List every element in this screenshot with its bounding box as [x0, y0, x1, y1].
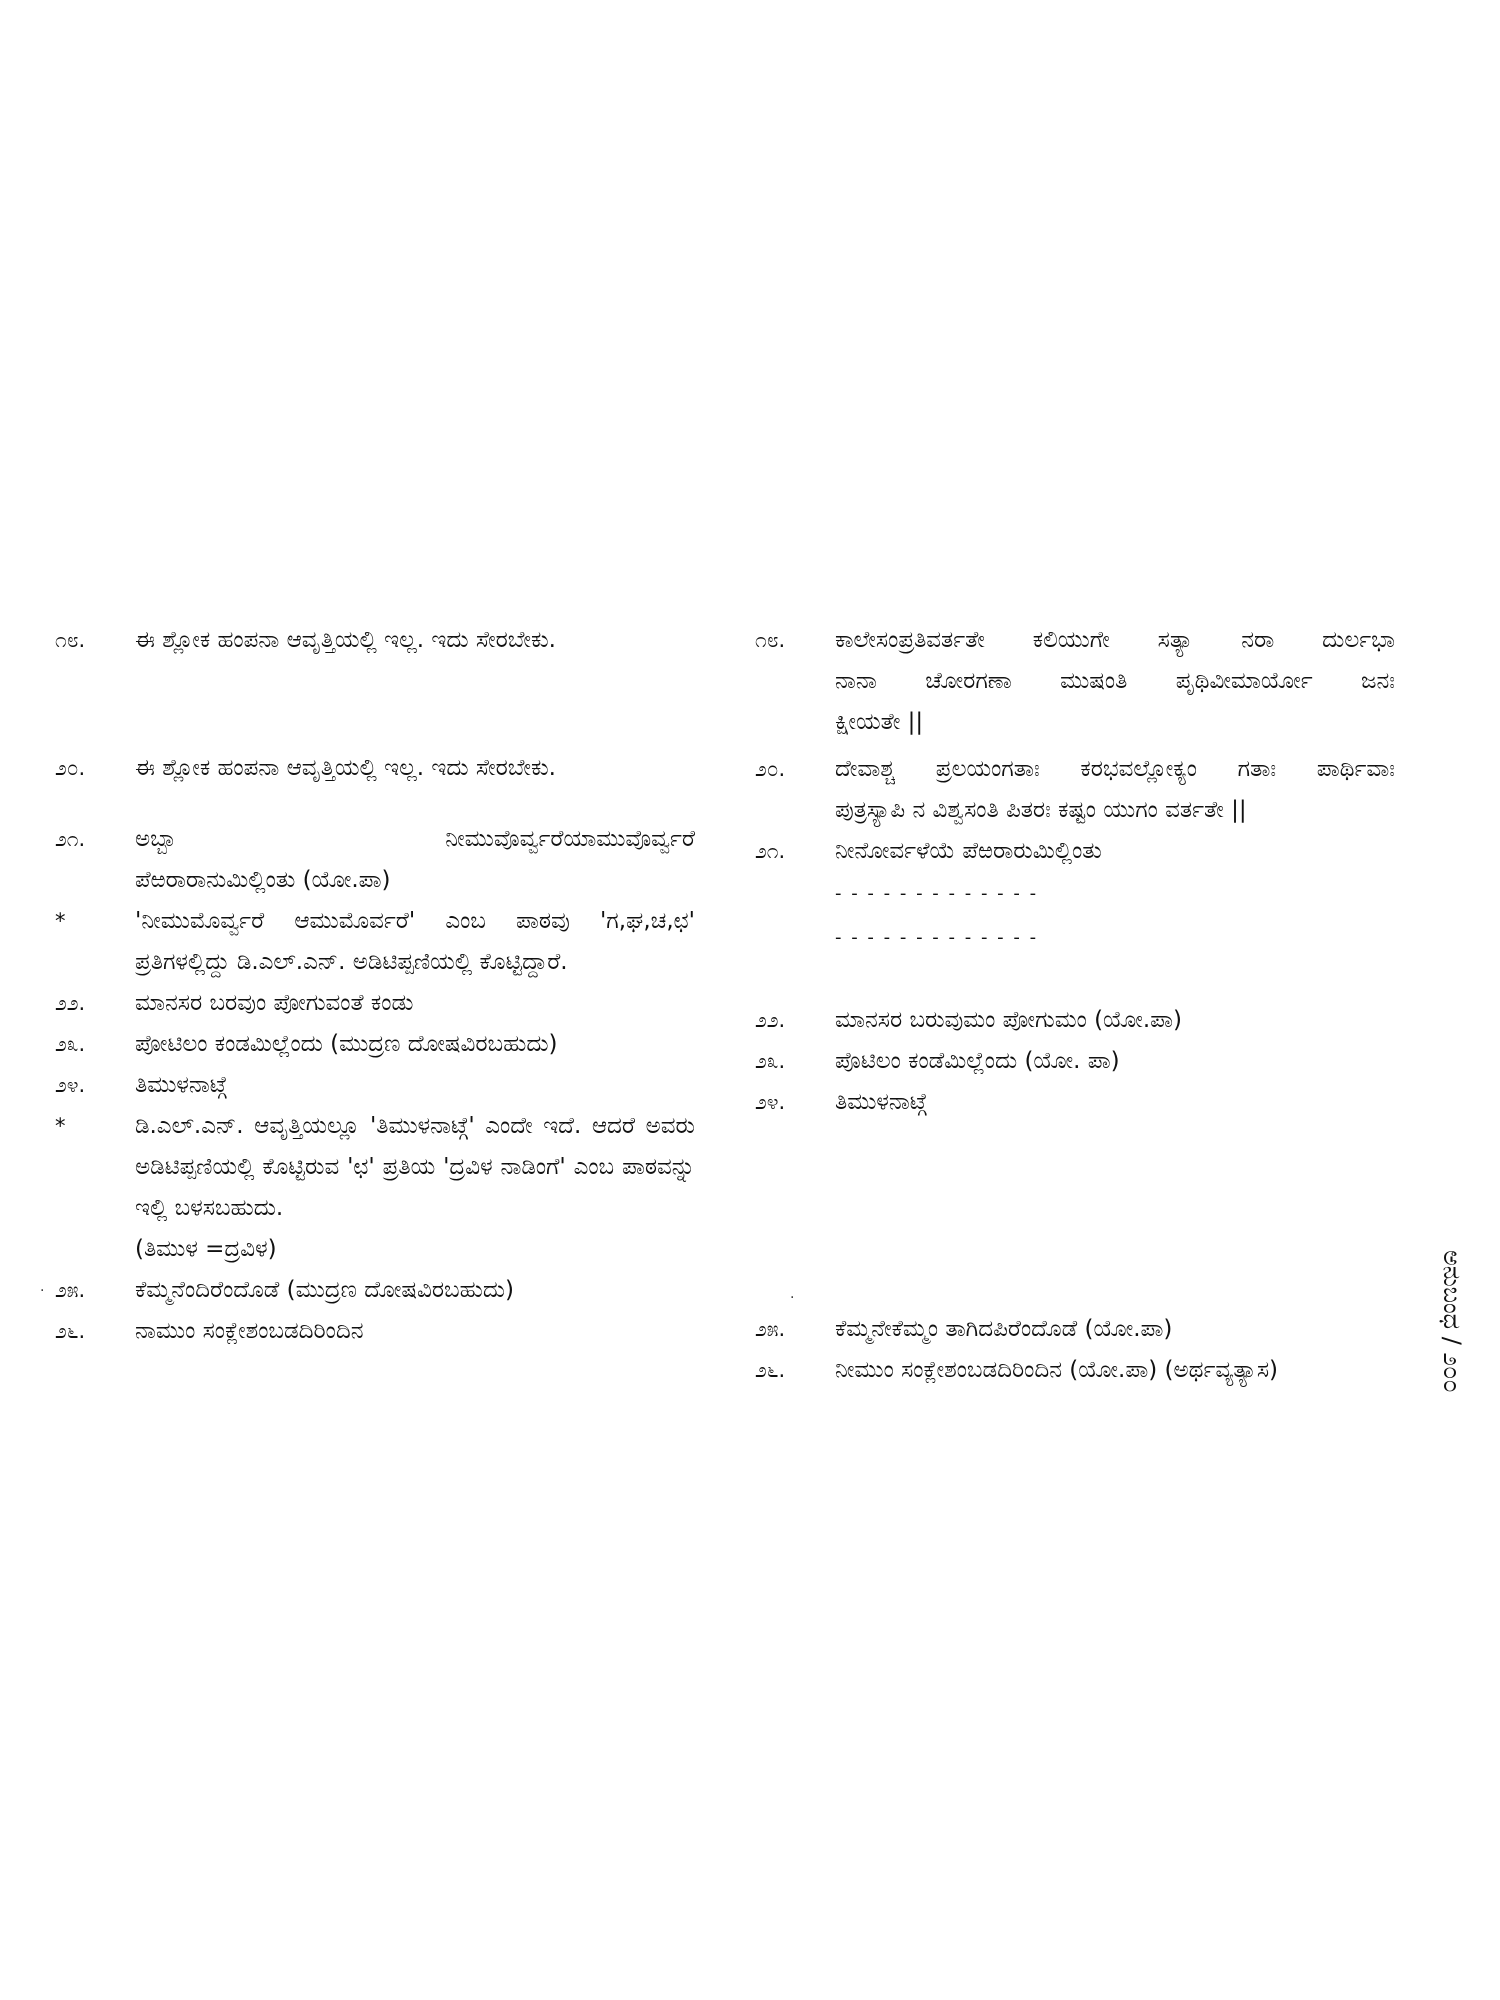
entry-text-line: ಕ್ಷೀಯತೇ || — [835, 709, 924, 735]
entry-text: ಮಾನಸರ ಬರುವುಮಂ ಪೋಗುಮಂ (ಯೋ.ಪಾ) — [835, 1007, 1182, 1033]
entry-text: ನೀನೋರ್ವಳೆಯೆ ಪೆಱರಾರುಮಿಲ್ಲಿಂತು — [835, 838, 1102, 864]
entry-number: ೨೩. — [55, 1032, 86, 1056]
right-entry-25 — [755, 1309, 1395, 1350]
entry-text: ಈ ಶ್ಲೋಕ ಹಂಪನಾ ಆವೃತ್ತಿಯಲ್ಲಿ ಇಲ್ಲ. ಇದು ಸೇರಬೇಕು. — [135, 627, 556, 653]
note-text: 'ನೀಮುಮೊರ್ವ್ವರೆ ಆಮುಮೊರ್ವರೆ' ಎಂಬ ಪಾಠವು 'ಗ,ಘ,ಚ,ಛ' ಪ್ರತಿಗಳಲ್ಲಿದ್ದು ಡಿ.ಎಲ್.ಎನ್. ಅಡಿಟಿಪ್ಪಣಿಯಲ್ಲಿ ಕೊಟ್ಟಿದ್ದಾರೆ. — [135, 908, 695, 975]
left-entry-20 — [55, 748, 695, 789]
entry-text: ಈ ಶ್ಲೋಕ ಹಂಪನಾ ಆವೃತ್ತಿಯಲ್ಲಿ ಇಲ್ಲ. ಇದು ಸೇರಬೇಕು. — [135, 755, 556, 781]
right-entry-24 — [755, 1082, 1395, 1123]
entry-number: ೧೮. — [755, 628, 786, 652]
left-entry-23 — [55, 1024, 695, 1065]
right-entry-18 — [755, 620, 1395, 743]
entry-text: ನೀಮುಂ ಸಂಕ್ಲೇಶಂಬಡದಿರಿಂದಿನ (ಯೋ.ಪಾ) (ಅರ್ಥವ್ಯತ್ಯಾಸ) — [835, 1357, 1279, 1383]
entry-number: ೨೬. — [755, 1358, 786, 1382]
right-column — [755, 620, 1395, 1391]
entry-number: ೨೧. — [755, 839, 786, 863]
entry-text-line: ಅಬ್ಬಾ ನೀಮುವೊರ್ವ್ವರೆಯಾಮುವೊರ್ವ್ವರೆ — [135, 826, 695, 852]
entry-text: ತಿಮುಳನಾಟ್ಗೆ — [135, 1072, 228, 1098]
entry-number: ೨೫. — [55, 1278, 86, 1302]
entry-number: ೨೦. — [755, 757, 786, 781]
entry-number: ೨೬. — [55, 1319, 86, 1343]
entry-text: ಕೆಮ್ಮನೇಕೆಮ್ಮಂ ತಾಗಿದಪಿರೆಂದೊಡೆ (ಯೋ.ಪಾ) — [835, 1316, 1173, 1342]
entry-number: ೨೧. — [55, 827, 86, 851]
right-entry-23 — [755, 1041, 1395, 1082]
page-footer — [1440, 1250, 1470, 1410]
left-entry-24 — [55, 1065, 695, 1106]
note-text: ಡಿ.ಎಲ್.ಎನ್. ಆವೃತ್ತಿಯಲ್ಲೂ 'ತಿಮುಳನಾಟ್ಗೆ' ಎಂದೇ ಇದೆ. ಆದರೆ ಅವರು ಅಡಿಟಿಪ್ಪಣಿಯಲ್ಲಿ ಕೊಟ್ಟಿರುವ 'ಛ' ಪ್ರತಿಯ 'ದ್ರವಿಳ ನಾಡಿಂಗೆ' ಎಂಬ ಪಾಠವನ್ನು ಇಲ್ಲಿ ಬಳಸಬಹುದು. — [135, 1113, 695, 1221]
entry-text: ಪೊಟಿಲಂ ಕಂಡೆಮಿಲ್ಲೆಂದು (ಯೋ. ಪಾ) — [835, 1048, 1120, 1074]
note-marker: * — [55, 1114, 66, 1138]
right-entry-26 — [755, 1350, 1395, 1391]
omitted-line: - - - - - - - - - - - - - — [835, 883, 1039, 904]
scan-speck: · — [40, 1283, 45, 1299]
entry-number: ೨೪. — [755, 1090, 786, 1114]
entry-text: ನಾಮುಂ ಸಂಕ್ಲೇಶಂಬಡದಿರಿಂದಿನ — [135, 1318, 364, 1344]
right-entry-21 — [755, 831, 1395, 960]
left-note-2 — [55, 1106, 695, 1270]
left-entry-22 — [55, 983, 695, 1024]
note-text-last: (ತಿಮುಳ =ದ್ರವಿಳ) — [135, 1236, 277, 1262]
omitted-line: - - - - - - - - - - - - - — [835, 927, 1039, 948]
entry-text-line: ಪೆಱರಾರಾನುಮಿಲ್ಲಿಂತು (ಯೋ.ಪಾ) — [135, 867, 391, 893]
right-entry-20 — [755, 749, 1395, 831]
entry-text: ಮಾನಸರ ಬರವುಂ ಪೋಗುವಂತೆ ಕಂಡು — [135, 990, 414, 1016]
entry-number: ೨೫. — [755, 1317, 786, 1341]
left-column — [55, 620, 695, 1352]
entry-text: ಪೋಟಿಲಂ ಕಂಡಮಿಲ್ಲೆಂದು (ಮುದ್ರಣ ದೋಷವಿರಬಹುದು) — [135, 1031, 558, 1057]
entry-text: ತಿಮುಳನಾಟ್ಗೆ — [835, 1089, 928, 1115]
left-note-1 — [55, 901, 695, 983]
entry-text-line: ಕಾಲೇಸಂಪ್ರತಿವರ್ತತೇ ಕಲಿಯುಗೇ ಸತ್ಯಾ ನರಾ ದುರ್ಲಭಾ — [835, 627, 1395, 653]
entry-number: ೧೮. — [55, 628, 86, 652]
page-footer-text: ಅನುಬಂಧ / ೨೦೦ — [1438, 1250, 1466, 1393]
right-entry-22 — [755, 1000, 1395, 1041]
entry-number: ೨೦. — [55, 756, 86, 780]
note-marker: * — [55, 909, 66, 933]
entry-number: ೨೨. — [55, 991, 86, 1015]
entry-text-line: ದೇವಾಶ್ಚ ಪ್ರಲಯಂಗತಾಃ ಕರಭವಲ್ಲೋಕ್ಯಂ ಗತಾಃ ಪಾರ್ಥಿವಾಃ — [835, 756, 1395, 782]
entry-text-line: ಪುತ್ರಸ್ಯಾಪಿ ನ ವಿಶ್ವಸಂತಿ ಪಿತರಃ ಕಷ್ಟಂ ಯುಗಂ ವರ್ತತೇ || — [835, 797, 1247, 823]
scan-speck: · — [790, 1290, 795, 1306]
left-entry-18 — [55, 620, 695, 661]
entry-number: ೨೪. — [55, 1073, 86, 1097]
entry-text-line: ನಾನಾ ಚೋರಗಣಾ ಮುಷಂತಿ ಪೃಥಿವೀಮಾರ್ಯೋ ಜನಃ — [835, 668, 1395, 694]
entry-number: ೨೨. — [755, 1008, 786, 1032]
entry-text: ಕೆಮ್ಮನೆಂದಿರೆಂದೊಡೆ (ಮುದ್ರಣ ದೋಷವಿರಬಹುದು) — [135, 1277, 514, 1303]
entry-number: ೨೩. — [755, 1049, 786, 1073]
left-entry-25 — [55, 1270, 695, 1311]
left-entry-21 — [55, 819, 695, 901]
left-entry-26 — [55, 1311, 695, 1352]
